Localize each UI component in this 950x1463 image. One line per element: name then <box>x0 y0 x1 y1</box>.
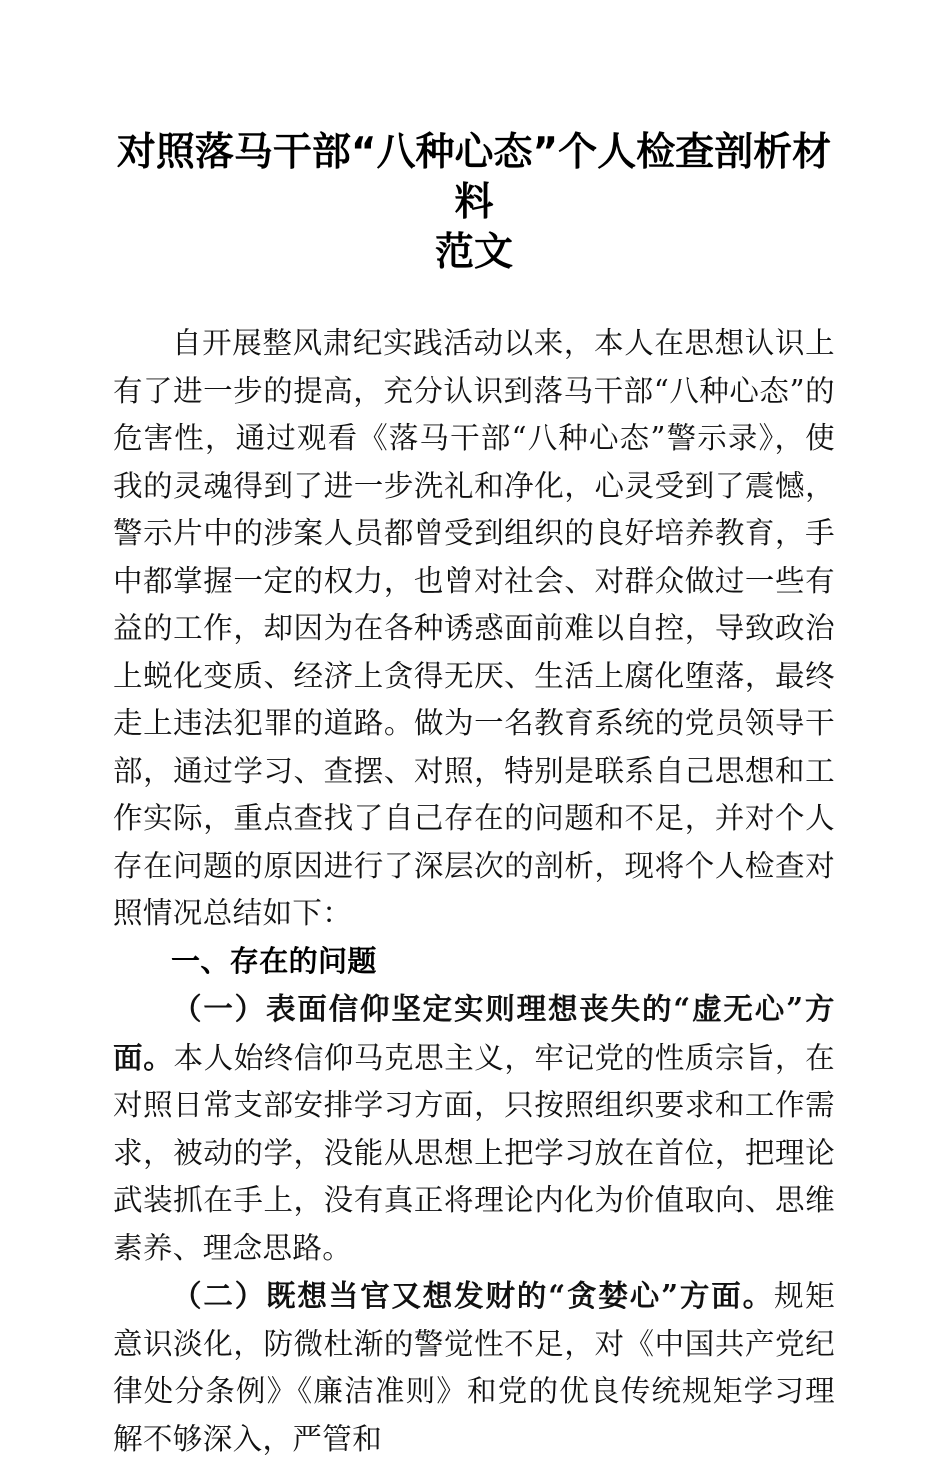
item-1-paragraph <box>113 985 835 1272</box>
page-title <box>113 0 835 278</box>
section-heading-existing-problems: 一、存在的问题 <box>171 943 377 978</box>
document-content <box>113 0 835 1463</box>
item-2-body: 规矩意识淡化，防微杜渐的警觉性不足，对《中国共产党纪律处分条例》《廉洁准则》和党的优良传统规矩学习理解不够深入，严管和 <box>113 1279 835 1456</box>
item-2-lead: （二）既想当官又想发财的“贪婪心”方面。 <box>172 1278 774 1313</box>
intro-paragraph: 自开展整风肃纪实践活动以来，本人在思想认识上有了进一步的提高，充分认识到落马干部“八种心态”的危害性，通过观看《落马干部“八种心态”警示录》，使我的灵魂得到了进一步洗礼和净化，心灵受到了震憾，警示片中的涉案人员都曾受到组织的良好培养教育，手中都掌握一定的权力，也曾对社会、对群众做过一些有益的工作，却因为在各种诱惑面前难以自控，导致政治上蜕化变质、经济上贪得无厌、生活上腐化堕落，最终走上违法犯罪的道路。做为一名教育系统的党员领导干部，通过学习、查摆、对照，特别是联系自己思想和工作实际，重点查找了自己存在的问题和不足，并对个人存在问题的原因进行了深层次的剖析，现将个人检查对照情况总结如下： <box>113 326 835 930</box>
item-2-paragraph <box>113 1272 835 1463</box>
page-title-line-1: 对照落马干部“八种心态”个人检查剖析材料 <box>116 130 832 225</box>
item-1-body: 本人始终信仰马克思主义，牢记党的性质宗旨，在对照日常支部安排学习方面，只按照组织要求和工作需求，被动的学，没能从思想上把学习放在首位，把理论武装抓在手上，没有真正将理论内化为价值取向、思维素养、理念思路。 <box>113 1040 835 1265</box>
page-title-line-2: 范文 <box>434 230 513 275</box>
item-1-lead: （一）表面信仰坚定实则理想丧失的“虚无心”方面。 <box>113 991 835 1075</box>
